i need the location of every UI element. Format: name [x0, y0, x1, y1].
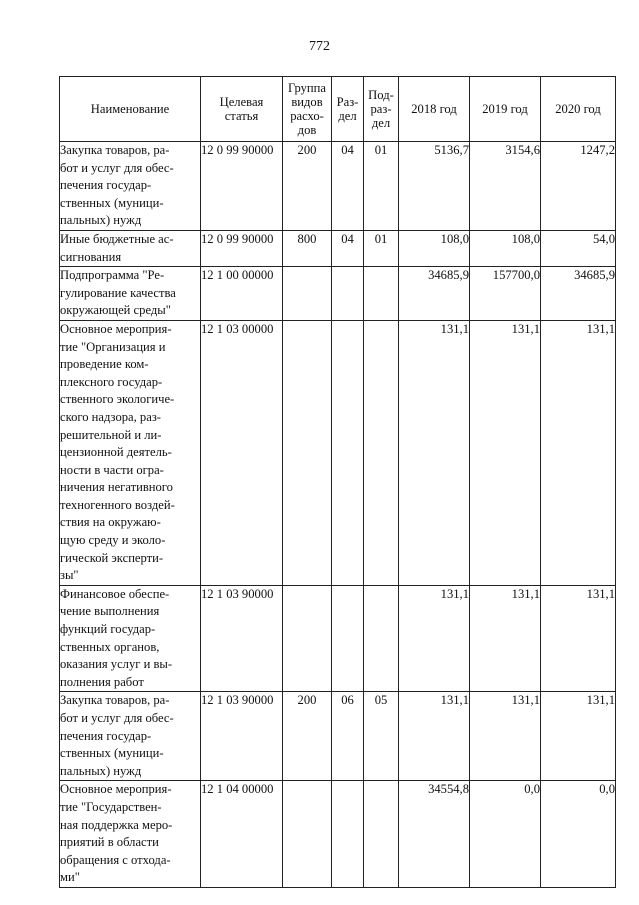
table-row: [60, 320, 616, 585]
row-2018: 131,1: [399, 320, 470, 585]
header-subsection: Под- раз- дел: [364, 77, 399, 142]
row-2020: 0,0: [541, 781, 616, 888]
budget-table: [59, 76, 616, 888]
row-code: 12 1 03 90000: [201, 585, 283, 692]
row-section: 06: [332, 692, 364, 781]
row-2020: 34685,9: [541, 267, 616, 321]
header-2019: 2019 год: [470, 77, 541, 142]
row-subsection: 01: [364, 142, 399, 231]
row-code: 12 1 00 00000: [201, 267, 283, 321]
row-2018: 5136,7: [399, 142, 470, 231]
header-2020: 2020 год: [541, 77, 616, 142]
table-row: [60, 230, 616, 266]
row-subsection: 01: [364, 230, 399, 266]
row-group: 800: [283, 230, 332, 266]
row-subsection: [364, 781, 399, 888]
row-2019: 131,1: [470, 585, 541, 692]
row-name: Основное мероприя- тие "Государствен- ная поддержка меро- приятий в области обращения с отхода- ми": [60, 781, 201, 888]
row-name: Подпрограмма "Ре- гулирование качества окружающей среды": [60, 267, 201, 321]
row-2018: 131,1: [399, 692, 470, 781]
header-2018: 2018 год: [399, 77, 470, 142]
row-2020: 131,1: [541, 320, 616, 585]
row-group: 200: [283, 142, 332, 231]
row-section: [332, 320, 364, 585]
row-2019: 131,1: [470, 692, 541, 781]
table-row: [60, 585, 616, 692]
page-number: 772: [309, 39, 330, 54]
table-row: [60, 692, 616, 781]
row-2019: 0,0: [470, 781, 541, 888]
row-group: [283, 267, 332, 321]
row-2020: 54,0: [541, 230, 616, 266]
header-name: Наименование: [60, 77, 201, 142]
row-name: Основное мероприя- тие "Организация и проведение ком- плексного государ- ственного экологиче- ского надзора, раз- решительной и ли- цензионной деятель- ности в части огра- ничения негативного техногенного воздей- ствия на окружаю- щую среду и эколо- гической эксперти- зы": [60, 320, 201, 585]
row-group: [283, 585, 332, 692]
row-section: [332, 585, 364, 692]
row-2020: 1247,2: [541, 142, 616, 231]
row-group: 200: [283, 692, 332, 781]
row-subsection: 05: [364, 692, 399, 781]
row-2018: 131,1: [399, 585, 470, 692]
row-code: 12 0 99 90000: [201, 230, 283, 266]
row-section: [332, 267, 364, 321]
row-2018: 34685,9: [399, 267, 470, 321]
table-row: [60, 142, 616, 231]
row-group: [283, 781, 332, 888]
row-2020: 131,1: [541, 585, 616, 692]
row-2019: 157700,0: [470, 267, 541, 321]
header-expense-group: Группа видов расхо- дов: [283, 77, 332, 142]
row-code: 12 1 03 00000: [201, 320, 283, 585]
row-2019: 131,1: [470, 320, 541, 585]
table-row: [60, 267, 616, 321]
row-code: 12 1 03 90000: [201, 692, 283, 781]
row-2018: 108,0: [399, 230, 470, 266]
row-code: 12 0 99 90000: [201, 142, 283, 231]
header-row: [60, 77, 616, 142]
row-2019: 108,0: [470, 230, 541, 266]
row-subsection: [364, 320, 399, 585]
row-name: Иные бюджетные ас- сигнования: [60, 230, 201, 266]
row-subsection: [364, 585, 399, 692]
row-2019: 3154,6: [470, 142, 541, 231]
row-section: [332, 781, 364, 888]
row-section: 04: [332, 142, 364, 231]
row-name: Закупка товаров, ра- бот и услуг для обес- печения государ- ственных (муници- пальных) нужд: [60, 692, 201, 781]
table-row: [60, 781, 616, 888]
row-code: 12 1 04 00000: [201, 781, 283, 888]
header-section: Раз- дел: [332, 77, 364, 142]
header-target-article: Целевая статья: [201, 77, 283, 142]
row-2020: 131,1: [541, 692, 616, 781]
row-group: [283, 320, 332, 585]
row-name: Закупка товаров, ра- бот и услуг для обес- печения государ- ственных (муници- пальных) нужд: [60, 142, 201, 231]
row-section: 04: [332, 230, 364, 266]
row-name: Финансовое обеспе- чение выполнения функций государ- ственных органов, оказания услуг и вы- полнения работ: [60, 585, 201, 692]
row-2018: 34554,8: [399, 781, 470, 888]
row-subsection: [364, 267, 399, 321]
